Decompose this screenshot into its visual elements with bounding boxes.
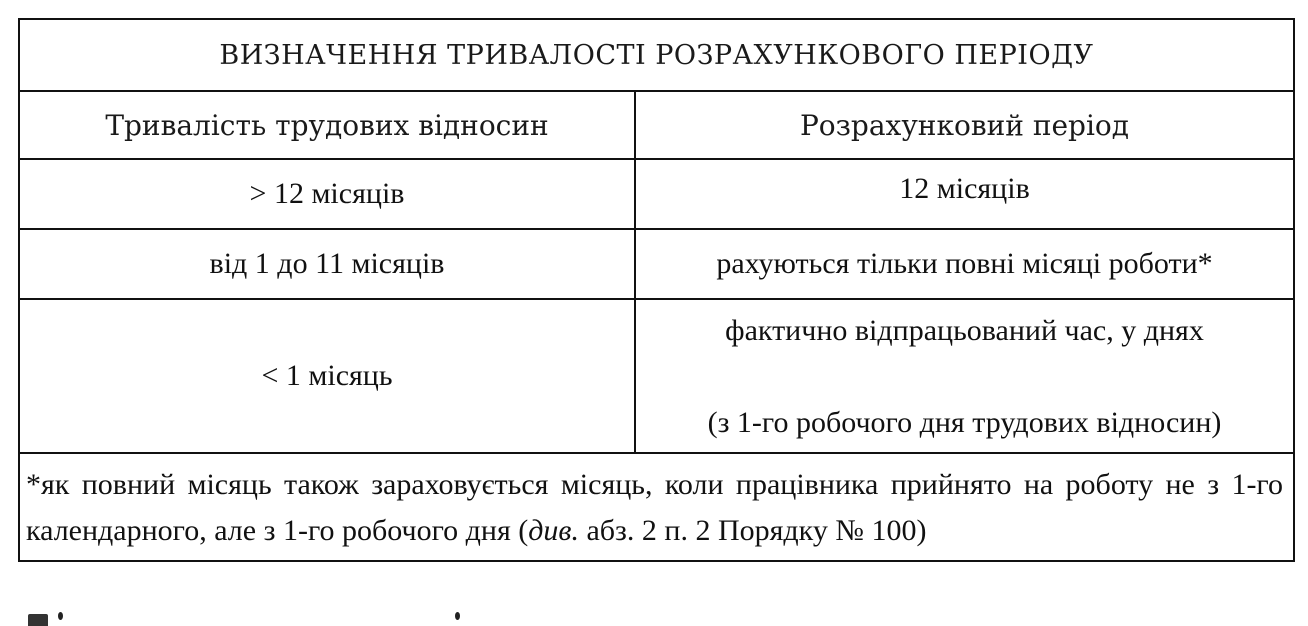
period-line-2: (з 1-го робочого дня трудових відносин): [707, 406, 1222, 439]
period-cell: 12 місяців: [899, 172, 1030, 205]
calculation-period-table: [18, 18, 1295, 562]
period-line-1: фактично відпрацьований час, у днях: [725, 314, 1204, 347]
footnote: [20, 452, 1293, 560]
cropped-next-heading-glyph: [28, 614, 48, 626]
header-duration: Тривалість трудових відносин: [20, 92, 636, 158]
table-header-row: [20, 90, 1293, 158]
header-period: Розрахунковий період: [799, 108, 1130, 142]
table-row: [20, 158, 1293, 228]
cropped-glyph-dot: [455, 612, 460, 620]
table-title: ВИЗНАЧЕННЯ ТРИВАЛОСТІ РОЗРАХУНКОВОГО ПЕРІОДУ: [219, 39, 1094, 71]
table-row: [20, 298, 1293, 452]
footnote-italic: див.: [528, 514, 579, 547]
footnote-text: *як повний місяць також зараховується місяць, коли працівника прийнято на роботу не з 1-го календарного, але з 1-го робочого дня (: [26, 468, 1283, 547]
table-row: [20, 228, 1293, 298]
table-title-row: [20, 20, 1293, 90]
footnote-reference: абз. 2 п. 2 Порядку № 100): [578, 514, 927, 547]
cropped-glyph-dot: [58, 612, 63, 620]
duration-cell: > 12 місяців: [20, 160, 636, 228]
period-cell: [636, 300, 1293, 452]
duration-cell: від 1 до 11 місяців: [20, 230, 636, 298]
duration-cell: < 1 місяць: [20, 300, 636, 452]
period-cell: рахуються тільки повні місяці роботи*: [716, 247, 1213, 280]
